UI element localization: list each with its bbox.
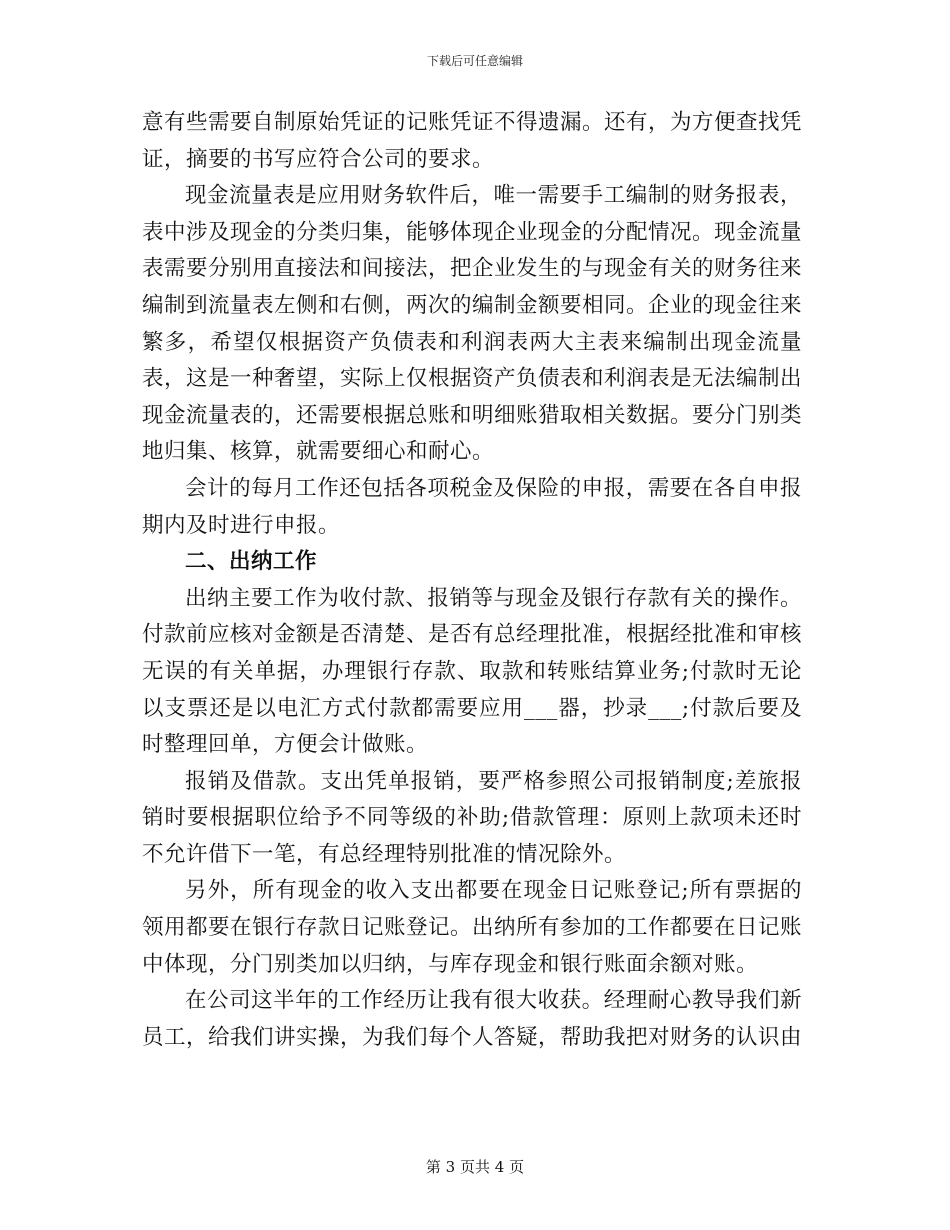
paragraph-1: 意有些需要自制原始凭证的记账凭证不得遗漏。还有，为方便查找凭证，摘要的书写应符合公司的要求。 <box>142 110 803 172</box>
paragraph-2: 现金流量表是应用财务软件后，唯一需要手工编制的财务报表，表中涉及现金的分类归集，能够体现企业现金的分配情况。现金流量表需要分别用直接法和间接法，把企业发生的与现金有关的财务往来编制到流量表左侧和右侧，两次的编制金额要相同。企业的现金往来繁多，希望仅根据资产负债表和利润表两大主表来编制出现金流量表，这是一种奢望，实际上仅根据资产负债表和利润表是无法编制出现金流量表的，还需要根据总账和明细账猎取相关数据。要分门别类地归集、核算，就需要细心和耐心。 <box>142 183 803 465</box>
page-header: 下载后可任意编辑 <box>426 54 523 68</box>
paragraph-5: 报销及借款。支出凭单报销，要严格参照公司报销制度;差旅报销时要根据职位给予不同等级的补助;借款管理：原则上款项未还时不允许借下一笔，有总经理特别批准的情况除外。 <box>142 768 802 867</box>
paragraph-3: 会计的每月工作还包括各项税金及保险的申报，需要在各自申报期内及时进行申报。 <box>142 475 802 538</box>
paragraph-4: 出纳主要工作为收付款、报销等与现金及银行存款有关的操作。付款前应核对金额是否清楚、是否有总经理批准，根据经批准和审核无误的有关单据，办理银行存款、取款和转账结算业务;付款时无论以支票还是以电汇方式付款都需要应用___器，抄录___;付款后要及时整理回单，方便会计做账。 <box>142 585 803 758</box>
paragraph-6: 另外，所有现金的收入支出都要在现金日记账登记;所有票据的领用都要在银行存款日记账登记。出纳所有参加的工作都要在日记账中体现，分门别类加以归纳，与库存现金和银行账面余额对账。 <box>142 878 803 977</box>
document-body <box>142 105 802 1056</box>
section-heading: 二、出纳工作 <box>185 549 318 575</box>
page-number: 第 3 页共 4 页 <box>425 1158 525 1176</box>
paragraph-7: 在公司这半年的工作经历让我有很大收获。经理耐心教导我们新员工，给我们讲实操，为我们每个人答疑，帮助我把对财务的认识由 <box>142 988 803 1050</box>
